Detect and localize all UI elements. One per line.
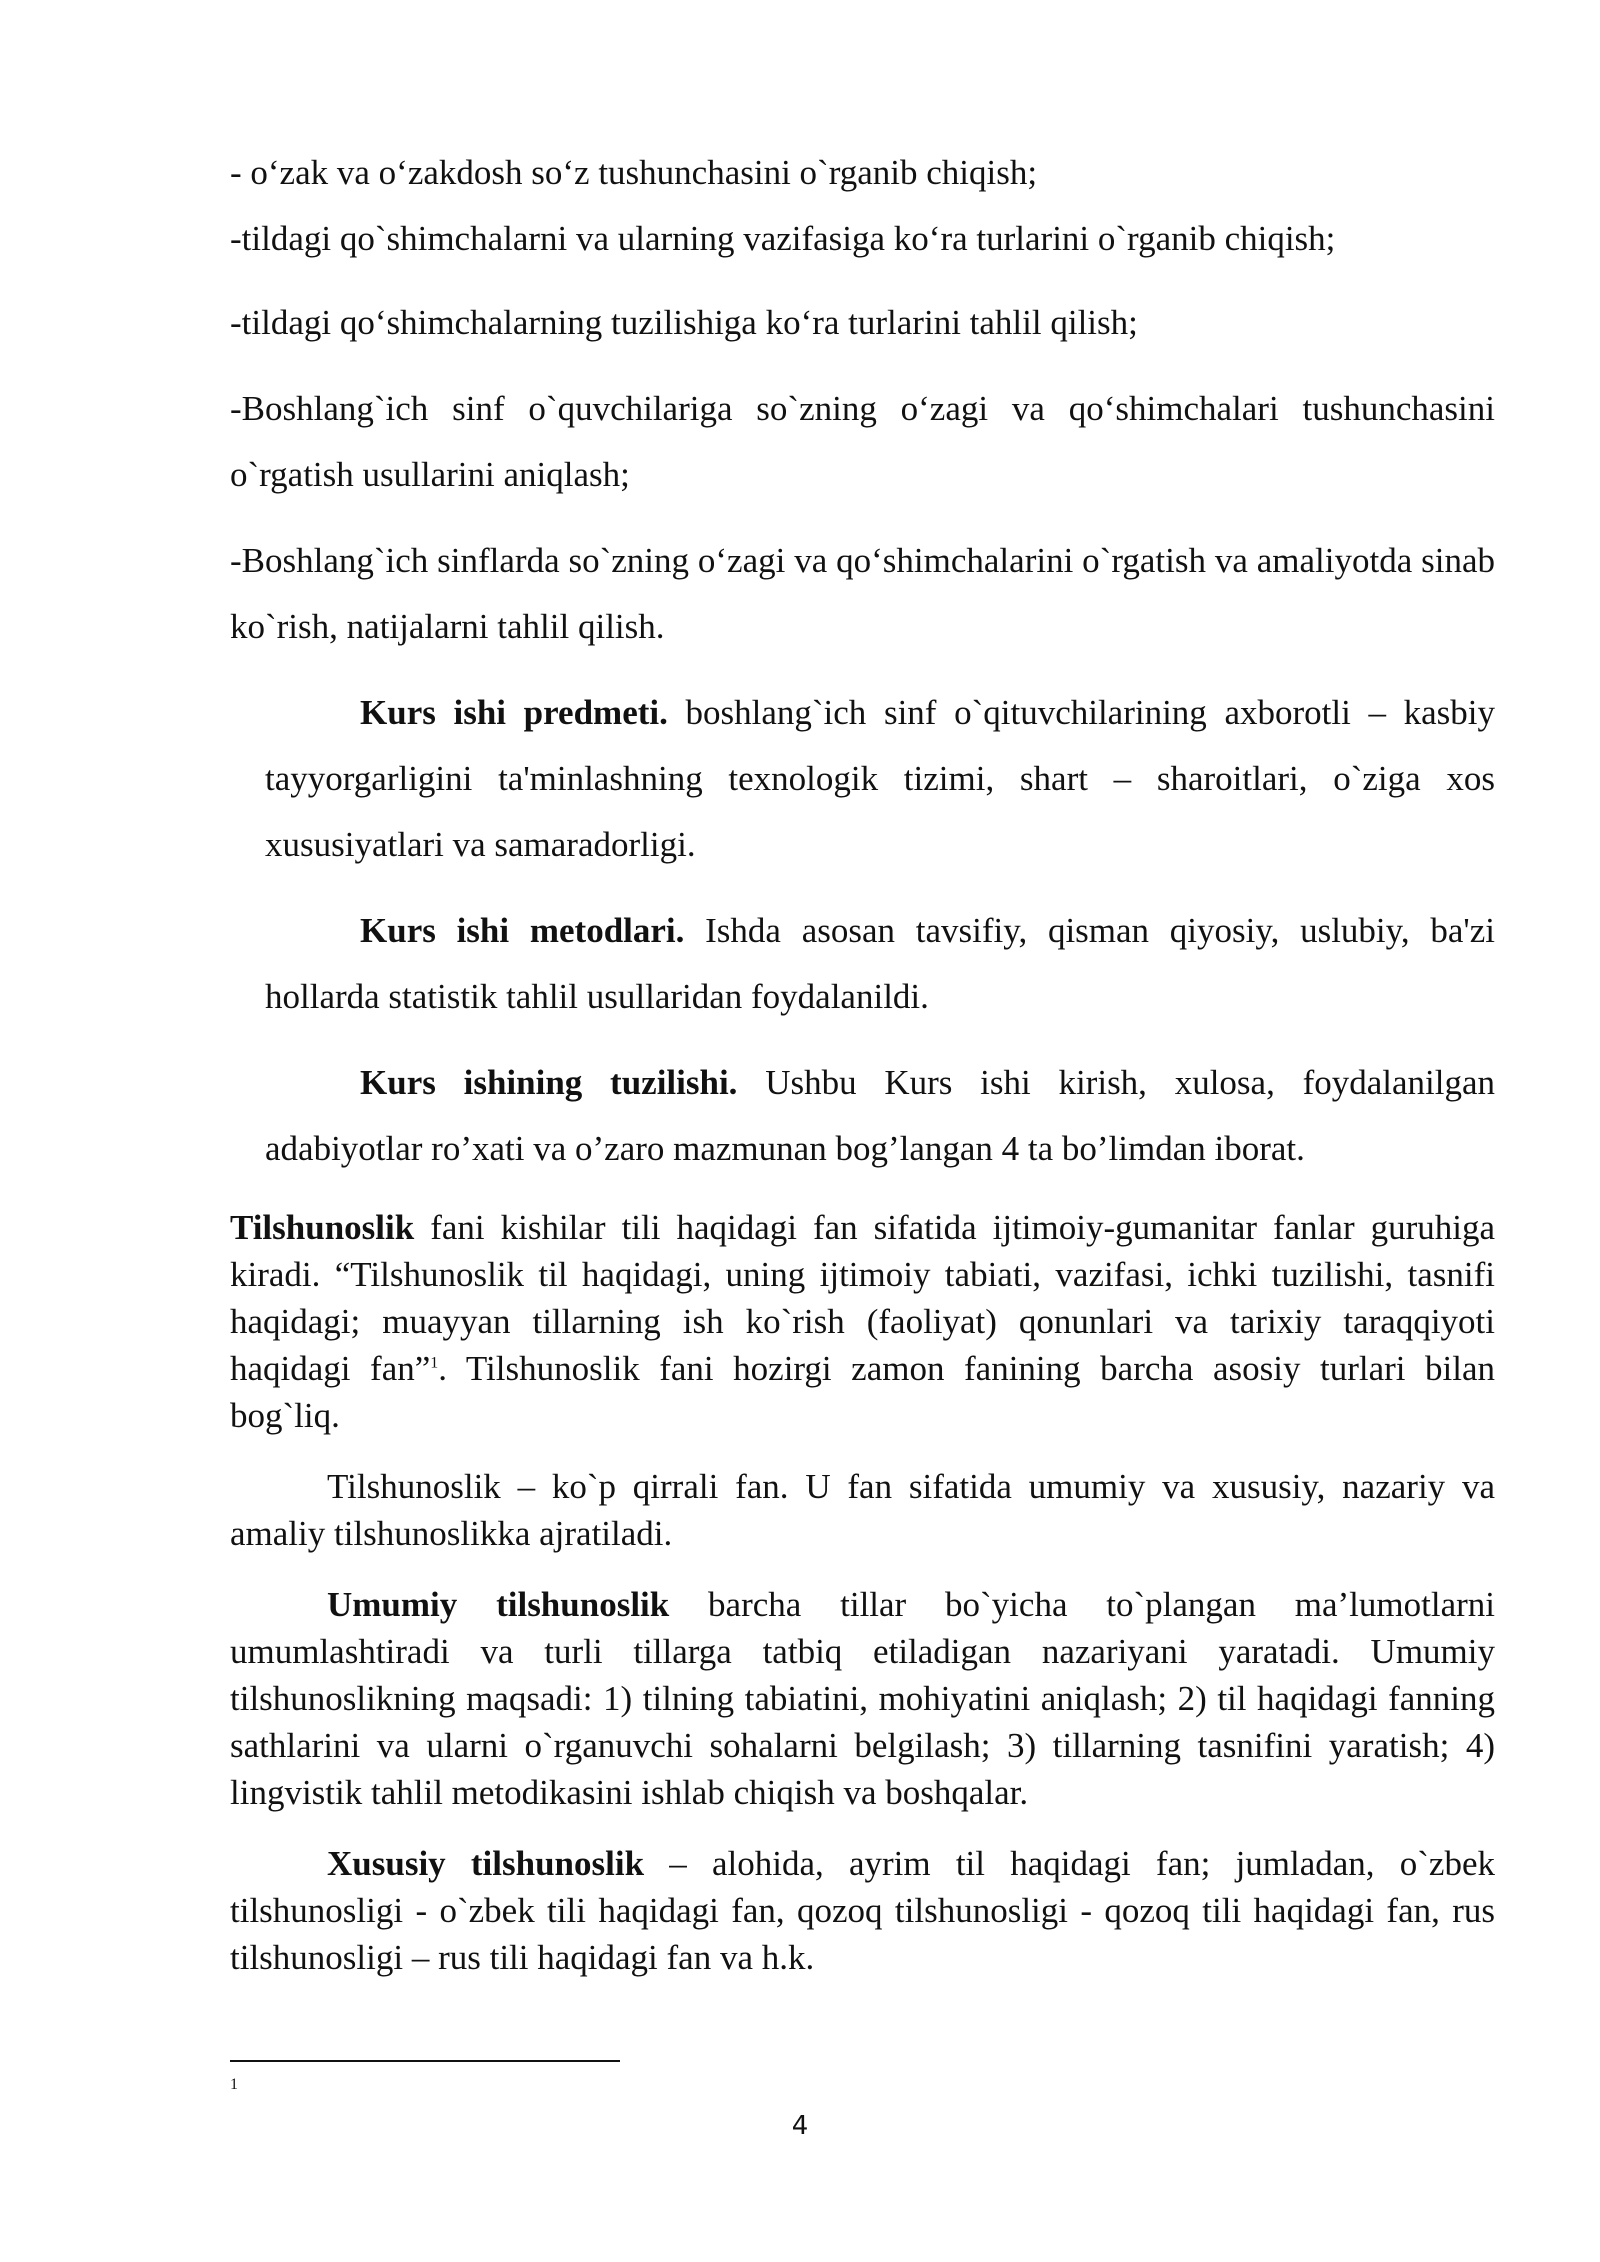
particular-linguistics-paragraph — [230, 1840, 1495, 1981]
footnote-reference[interactable]: 1 — [430, 1354, 439, 1372]
page-number: 4 — [791, 2111, 809, 2141]
structure-paragraph — [265, 1050, 1495, 1182]
methods-paragraph — [265, 898, 1495, 1030]
objective-item: -tildagi qo‘shimchalarning tuzilishiga ko‘ra turlarini tahlil qilish; — [230, 303, 1138, 342]
linguistics-paragraph — [230, 1204, 1495, 1439]
methods-text: Ishda asosan tavsifiy, qisman qiyosiy, uslubiy, ba'zi hollarda statistik tahlil usullaridan foydalanildi. — [265, 911, 1495, 1016]
general-linguistics-paragraph — [230, 1581, 1495, 1816]
footnote-mark: 1 — [230, 2076, 238, 2093]
particular-linguistics-text: – alohida, ayrim til haqidagi fan; jumladan, o`zbek tilshunosligi - o`zbek tili haqidagi fan, qozoq tilshunosligi - qozoq tili haqidagi fan, rus tilshunosligi – rus tili haqidagi fan va h.k. — [230, 1844, 1495, 1977]
subject-label: Kurs ishi predmeti. — [360, 693, 668, 732]
structure-label: Kurs ishining tuzilishi. — [360, 1063, 738, 1102]
particular-linguistics-label: Xususiy tilshunoslik — [327, 1844, 645, 1883]
objective-item: -Boshlang`ich sinf o`quvchilariga so`zning o‘zagi va qo‘shimchalari tushunchasini o`rgatish usullarini aniqlash; — [230, 389, 1495, 494]
objective-item: -tildagi qo`shimchalarni va ularning vazifasiga ko‘ra turlarini o`rganib chiqish; — [230, 219, 1336, 258]
linguistics-label: Tilshunoslik — [230, 1208, 415, 1247]
linguistics-text: fani kishilar tili haqidagi fan sifatida ijtimoiy-gumanitar fanlar guruhiga kiradi. “Tilshunoslik til haqidagi, uning ijtimoiy tabiati, vazifasi, ichki tuzilishi, tasnifi haqidagi; muayyan tillarning ish ko`rish (faoliyat) qonunlari va tarixiy taraqqiyoti haqidagi fan” — [230, 1208, 1495, 1388]
subject-paragraph — [265, 680, 1495, 878]
document-page — [230, 140, 1495, 1981]
methods-label: Kurs ishi metodlari. — [360, 911, 685, 950]
objective-item: - o‘zak va o‘zakdosh so‘z tushunchasini o`rganib chiqish; — [230, 153, 1038, 192]
structure-text: Ushbu Kurs ishi kirish, xulosa, foydalanilgan adabiyotlar ro’xati va o’zaro mazmunan bog’langan 4 ta bo’limdan iborat. — [265, 1063, 1496, 1168]
footnote-separator — [230, 2060, 620, 2062]
subject-text: boshlang`ich sinf o`qituvchilarining axborotli – kasbiy tayyorgarligini ta'minlashning texnologik tizimi, shart – sharoitlari, o`ziga xos xususiyatlari va samaradorligi. — [265, 693, 1495, 864]
multifaceted-paragraph: Tilshunoslik – ko`p qirrali fan. U fan sifatida umumiy va xususiy, nazariy va amaliy tilshunoslikka ajratiladi. — [230, 1467, 1495, 1553]
general-linguistics-text: barcha tillar bo`yicha to`plangan ma’lumotlarni umumlashtiradi va turli tillarga tatbiq etiladigan nazariyani yaratadi. Umumiy tilshunoslikning maqsadi: 1) tilning tabiatini, mohiyatini aniqlash; 2) til haqidagi fanning sathlarini va ularni o`rganuvchi sohalarni belgilash; 3) tillarning tasnifini yaratish; 4) lingvistik tahlil metodikasini ishlab chiqish va boshqalar. — [230, 1585, 1495, 1812]
general-linguistics-label: Umumiy tilshunoslik — [327, 1585, 670, 1624]
linguistics-text-continued: . Tilshunoslik fani hozirgi zamon fanining barcha asosiy turlari bilan bog`liq. — [230, 1349, 1495, 1435]
objective-item: -Boshlang`ich sinflarda so`zning o‘zagi va qo‘shimchalarini o`rgatish va amaliyotda sinab ko`rish, natijalarni tahlil qilish. — [230, 541, 1495, 646]
